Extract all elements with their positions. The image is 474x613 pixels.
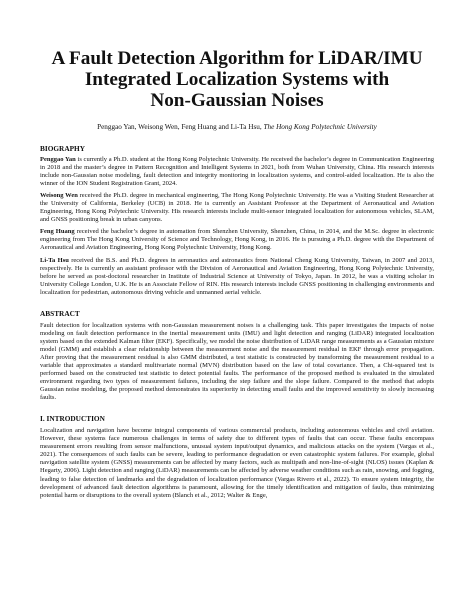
bio-text: received the bachelor’s degree in automation from Shenzhen University, Shenzhen, China, in 2014, and the M.Sc. degree in electronic engineering from The Hong Kong University of Science and Technology, Hong Kong, in 2016. He is pursuing a Ph.D. degree with the Department of Aeronautical and Aviation Engineering, Hong Kong Polytechnic University, Hong Kong. (40, 228, 434, 252)
bio-paragraph (40, 156, 434, 188)
bio-name: Feng Huang (40, 228, 75, 236)
title-line: Non-Gaussian Noises (150, 90, 324, 111)
bio-name: Penggao Yan (40, 156, 76, 163)
bio-name: Li-Ta Hsu (40, 256, 69, 264)
paper-title (40, 48, 434, 111)
bio-text: is currently a Ph.D. student at the Hong Kong Polytechnic University. He received the bachelor’s degree in Communication Engineering in 2018 and the master’s degree in Pattern Recognition and Intelligent Systems in 2021, both from Wuhan University, China. His research interests include non-Gaussian noise modeling, fault detection and integrity monitoring in localization systems, and control-aided localization. He is also the winner of the ION Student Registration Grant, 2024. (40, 156, 434, 188)
biography-heading: BIOGRAPHY (40, 144, 85, 153)
author-line (40, 123, 434, 132)
introduction-heading: I. INTRODUCTION (40, 414, 105, 424)
affiliation: The Hong Kong Polytechnic University (263, 123, 377, 131)
abstract-heading: ABSTRACT (40, 308, 80, 318)
bio-text: received the B.S. and Ph.D. degrees in aeronautics and astronautics from National Cheng Kung University, Taiwan, in 2007 and 2013, respectively. He is currently an assistant professor with the Division of Aeronautical and Aviation Engineering, Hong Kong Polytechnic University, before he served as post-doctoral researcher in Institute of Industrial Science at University of Tokyo, Japan. In 2012, he was a visiting scholar in University College London, U.K. He is an Associate Fellow of RIN. His research interests include GNSS positioning in challenging environments and localization for pedestrian, autonomous driving vehicle and unmanned aerial vehicle. (40, 256, 434, 296)
bio-paragraph (40, 192, 434, 224)
bio-paragraph (40, 228, 434, 252)
title-line: Integrated Localization Systems with (84, 69, 390, 90)
bio-name: Weisong Wen (40, 192, 78, 200)
bio-text: received the Ph.D. degree in mechanical engineering, The Hong Kong Polytechnic University. He was a Visiting Student Researcher at the University of California, Berkeley (UCB) in 2018. He is currently an Assistant Professor at the Department of Aeronautical and Aviation Engineering, Hong Kong Polytechnic University. His research interests include multi-sensor integrated localization for autonomous vehicles, SLAM, and GNSS positioning break in urban canyons. (40, 192, 434, 224)
title-line: A Fault Detection Algorithm for LiDAR/IMU (51, 48, 423, 69)
bio-paragraph (40, 257, 434, 297)
abstract-body: Fault detection for localization systems with non-Gaussian measurement noises is a challenging task. This paper investigates the impacts of noise modeling on fault detection performance in the inertial measurement units (IMU) and light detection and ranging (LiDAR) integrated localization system based on the extended Kalman filter (EKF). Specifically, we model the noise distribution of LiDAR range measurements as a Gaussian mixture model (GMM) and establish a clear relationship between the measurement noise and the measurement residual in EKF through error propagation. After proving that the measurement residual is also GMM distributed, a test statistic is constructed by transforming the measurement residual to a variable that approximates a standard multivariate normal (MVN) distribution based on the law of total covariance. Then, a Chi-squared test is performed based on the constructed test statistic to detect potential faults. The performance of the proposed method is evaluated in the simulated environment regarding two types of measurement failures, including the step failure and the slope failure. Compared to the method that adopts Gaussian noise modeling, the proposed method demonstrates its superiority in detecting small faults and the improved sensitivity to slowly increasing faults. (40, 321, 434, 402)
author-names: Penggao Yan, Weisong Wen, Feng Huang and Li-Ta Hsu, (97, 123, 264, 131)
introduction-body: Localization and navigation have become integral components of various commercial products, including autonomous vehicles and civil aviation. However, these systems face numerous challenges in terms of safety due to different types of faults that can occur. These faults encompass measurement errors resulting from sensor malfunctions, unusual system input/output dynamics, and malicious attacks on the system (Vargas et al., 2021). The consequences of such faults can be severe, leading to performance degradation or even catastrophic system failures. For example, global navigation satellite system (GNSS) measurements can be affected by many factors, such as multipath and non-line-of-sight (NLOS) issues (Kaplan & Hegarty, 2006). Light detection and ranging (LiDAR) measurements can be affected by adverse weather conditions such as rain, snowing, and fogging, leading to false detection of landmarks and the degradation of localization performance (Vargas Rivero et al., 2022). To ensure system integrity, the development of advanced fault detection algorithms is paramount, allowing for the timely identification and mitigation of faults, thus minimizing potential harm or disruptions to the overall system (Blanch et al., 2012; Walter & Enge, (40, 427, 434, 499)
